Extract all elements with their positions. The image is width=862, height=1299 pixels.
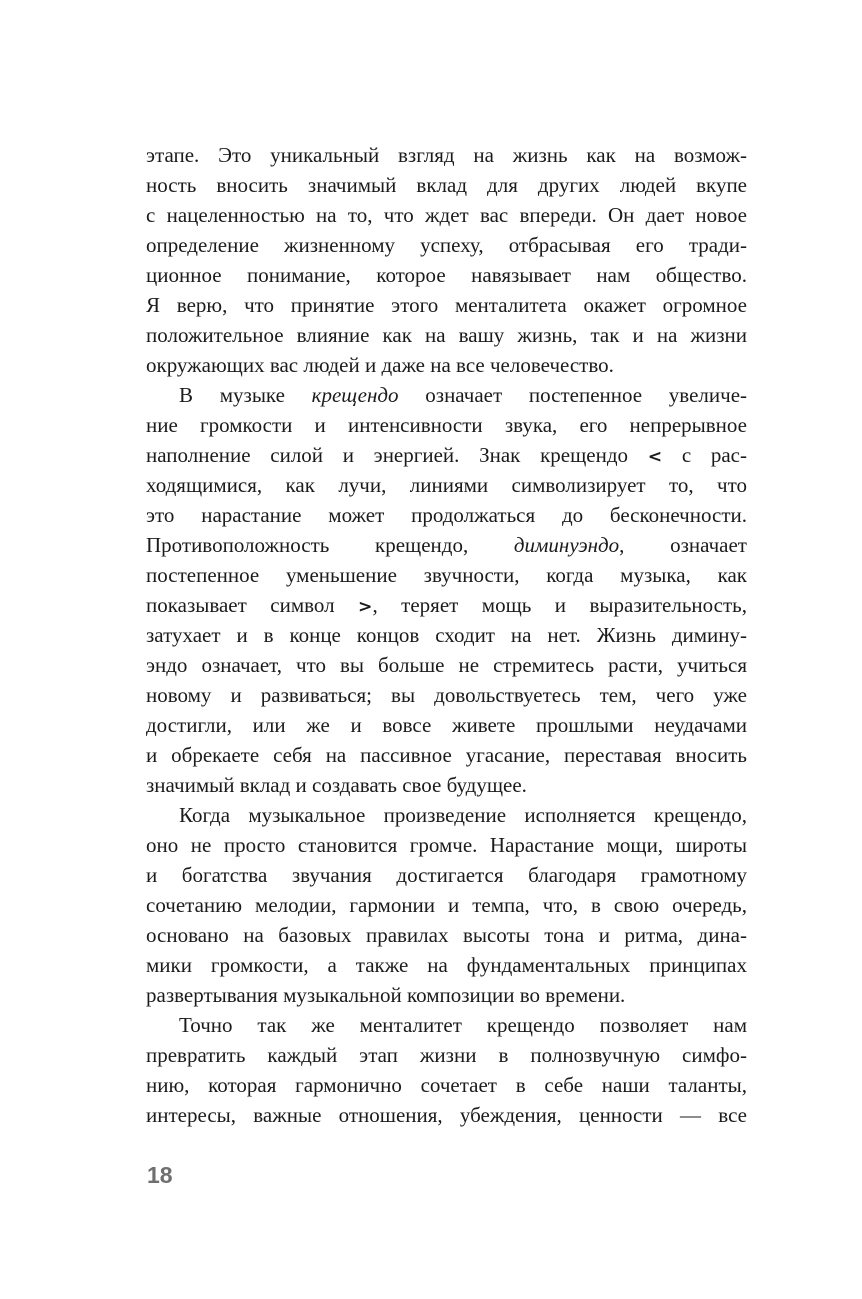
text-line <box>146 740 747 770</box>
text-line <box>146 1070 747 1100</box>
text-line <box>146 140 747 170</box>
text-segment: В музыке <box>179 383 312 407</box>
text-segment: постепенное уменьшение звучности, когда музыка, как <box>146 563 747 587</box>
text-segment: Я верю, что принятие этого менталитета окажет огромное <box>146 293 747 317</box>
text-segment: мики громкости, а также на фундаментальных принципах <box>146 953 747 977</box>
text-segment: оно не просто становится громче. Нарастание мощи, широты <box>146 833 747 857</box>
text-line <box>146 200 747 230</box>
text-line <box>146 800 747 830</box>
text-segment: , теряет мощь и выразительность, <box>372 593 747 617</box>
text-line <box>146 620 747 650</box>
text-segment: с нацеленностью на то, что ждет вас впереди. Он дает новое <box>146 203 747 227</box>
text-segment: , означает <box>619 533 747 557</box>
dynamics-symbol: < <box>647 447 663 467</box>
text-line <box>146 410 747 440</box>
text-segment: достигли, или же и вовсе живете прошлыми неудачами <box>146 713 747 737</box>
dynamics-symbol: > <box>358 597 373 617</box>
text-line <box>146 890 747 920</box>
text-segment: Противоположность крещендо, <box>146 533 514 557</box>
text-segment: наполнение силой и энергией. Знак крещендо <box>146 443 648 467</box>
text-segment: Когда музыкальное произведение исполняется крещендо, <box>179 803 747 827</box>
text-line <box>146 530 747 560</box>
text-line <box>146 590 747 620</box>
text-segment: значимый вклад и создавать свое будущее. <box>146 773 527 797</box>
text-line <box>146 920 747 950</box>
text-segment: интересы, важные отношения, убеждения, ценности — все <box>146 1103 747 1127</box>
text-segment: положительное влияние как на вашу жизнь, так и на жизни <box>146 323 747 347</box>
text-segment: ходящимися, как лучи, линиями символизирует то, что <box>146 473 747 497</box>
paragraph <box>146 380 747 800</box>
page-number: 18 <box>147 1162 173 1188</box>
text-line <box>146 1040 747 1070</box>
text-line <box>146 470 747 500</box>
text-segment: ционное понимание, которое навязывает нам общество. <box>146 263 747 287</box>
text-segment: развертывания музыкальной композиции во времени. <box>146 983 626 1007</box>
text-segment: ность вносить значимый вклад для других людей вкупе <box>146 173 747 197</box>
text-line <box>146 380 747 410</box>
text-line <box>146 860 747 890</box>
text-segment: Точно так же менталитет крещендо позволяет нам <box>179 1013 747 1037</box>
italic-term: диминуэндо <box>513 533 620 557</box>
text-segment: сочетанию мелодии, гармонии и темпа, что, в свою очередь, <box>146 893 747 917</box>
text-line <box>146 320 747 350</box>
text-segment: этапе. Это уникальный взгляд на жизнь как на возмож- <box>146 143 747 167</box>
text-line <box>146 170 747 200</box>
text-line <box>146 290 747 320</box>
text-segment: означает постепенное увеличе- <box>398 383 748 407</box>
text-line <box>146 980 747 1010</box>
text-segment: основано на базовых правилах высоты тона и ритма, дина- <box>146 923 747 947</box>
text-segment: затухает и в конце концов сходит на нет. Жизнь димину- <box>146 623 747 647</box>
text-segment: и богатства звучания достигается благодаря грамотному <box>146 863 747 887</box>
text-segment: определение жизненному успеху, отбрасывая его тради- <box>146 233 747 257</box>
text-line <box>146 350 747 380</box>
text-line <box>146 770 747 800</box>
text-line <box>146 830 747 860</box>
text-segment: и обрекаете себя на пассивное угасание, переставая вносить <box>146 743 747 767</box>
paragraph <box>146 140 747 380</box>
italic-term: крещендо <box>311 383 399 407</box>
paragraph <box>146 1010 747 1130</box>
text-column <box>146 140 747 1130</box>
text-line <box>146 440 747 470</box>
text-line <box>146 260 747 290</box>
text-line <box>146 650 747 680</box>
text-segment: ние громкости и интенсивности звука, его непрерывное <box>146 413 747 437</box>
text-line <box>146 230 747 260</box>
text-segment: новому и развиваться; вы довольствуетесь тем, чего уже <box>146 683 747 707</box>
text-segment: с рас- <box>662 443 747 467</box>
text-line <box>146 950 747 980</box>
text-line <box>146 710 747 740</box>
text-line <box>146 1010 747 1040</box>
text-segment: это нарастание может продолжаться до бесконечности. <box>146 503 747 527</box>
text-line <box>146 560 747 590</box>
text-line <box>146 680 747 710</box>
text-segment: показывает символ <box>146 593 359 617</box>
text-line <box>146 500 747 530</box>
text-segment: эндо означает, что вы больше не стремитесь расти, учиться <box>146 653 747 677</box>
text-segment: нию, которая гармонично сочетает в себе наши таланты, <box>146 1073 747 1097</box>
text-segment: окружающих вас людей и даже на все человечество. <box>146 353 614 377</box>
text-line <box>146 1100 747 1130</box>
text-segment: превратить каждый этап жизни в полнозвучную симфо- <box>146 1043 747 1067</box>
paragraph <box>146 800 747 1010</box>
